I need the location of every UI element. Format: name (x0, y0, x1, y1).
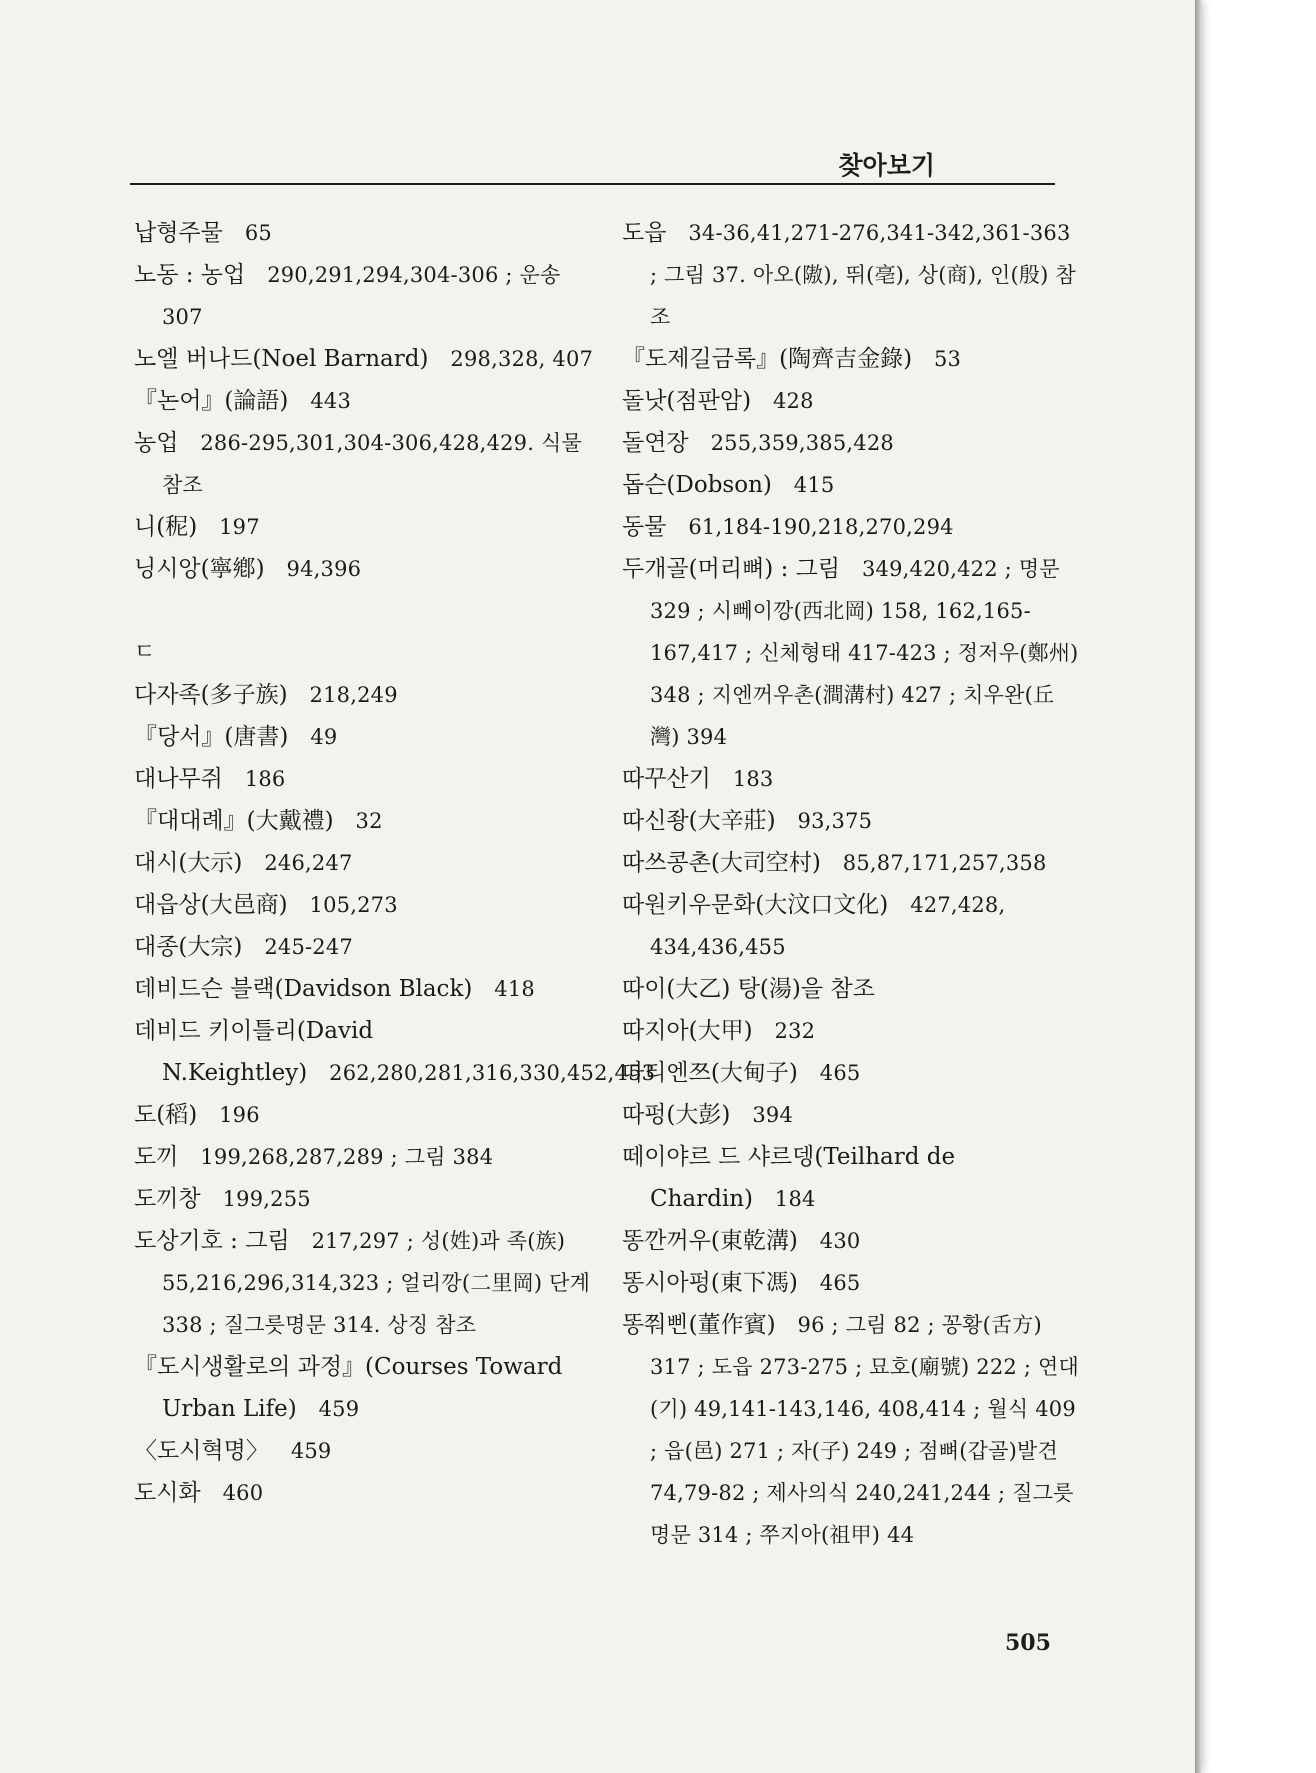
page-edge-shadow (1195, 0, 1201, 1773)
entry-term: 도시화 (134, 1480, 201, 1506)
entry-term: 『논어』(論語) (134, 388, 289, 414)
index-entry (134, 800, 594, 842)
entry-term: 노엘 버나드(Noel Barnard) (134, 346, 429, 372)
entry-term: 데비드슨 블랙(Davidson Black) (134, 976, 473, 1002)
entry-pages: 418 (494, 977, 535, 1001)
entry-pages: 217,297 ; 성(姓)과 족(族) 55,216,296,314,323 ; 얼리깡(二里岡) 단계 338 ; 질그릇명문 314. 상징 참조 (162, 1229, 591, 1337)
index-entry (622, 884, 1082, 968)
entry-term: 납형주물 (134, 220, 223, 246)
entry-term: 도끼 (134, 1144, 179, 1170)
entry-term: 돌낫(점판암) (622, 388, 752, 414)
index-entry (134, 1346, 594, 1430)
index-entry (622, 758, 1082, 800)
entry-pages: 298,328, 407 (450, 347, 594, 371)
index-entry (134, 1136, 594, 1178)
entry-term: 『도제길금록』(陶齊吉金錄) (622, 346, 913, 372)
index-column-right (622, 212, 1082, 1556)
index-entry (622, 800, 1082, 842)
entry-term: 데비드 키이틀리(David N.Keightley) (134, 1018, 374, 1086)
entry-term: 〈도시혁명〉 (134, 1438, 269, 1464)
entry-term: 닝시앙(寧鄕) (134, 556, 265, 582)
index-entry (134, 548, 594, 590)
index-entry (134, 1094, 594, 1136)
index-entry (134, 1220, 594, 1346)
index-entry (622, 1262, 1082, 1304)
entry-pages: 65 (244, 221, 272, 245)
index-entry (622, 548, 1082, 758)
entry-pages: 199,255 (222, 1187, 311, 1211)
index-entry (134, 674, 594, 716)
index-entry (134, 1472, 594, 1514)
index-entry (134, 758, 594, 800)
index-entry (134, 254, 594, 338)
entry-term: 떼이야르 드 샤르뎅(Teilhard de Chardin) (622, 1144, 956, 1212)
entry-term: 똥쭤삔(董作賓) (622, 1312, 776, 1338)
index-entry (622, 338, 1082, 380)
index-entry (134, 716, 594, 758)
entry-pages: 415 (793, 473, 835, 497)
entry-pages: 199,268,287,289 ; 그림 384 (200, 1145, 494, 1169)
entry-term: 돌연장 (622, 430, 689, 456)
entry-pages: 459 (290, 1439, 332, 1463)
index-entry (622, 212, 1082, 338)
entry-pages: 94,396 (286, 557, 362, 581)
entry-term: 『당서』(唐書) (134, 724, 289, 750)
entry-pages: 218,249 (309, 683, 398, 707)
index-entry (134, 506, 594, 548)
header-rule (130, 183, 1055, 185)
entry-term: 돕슨(Dobson) (622, 472, 772, 498)
index-entry (622, 842, 1082, 884)
entry-term: 농업 (134, 430, 179, 456)
entry-pages: 49 (310, 725, 338, 749)
entry-pages: 246,247 (264, 851, 353, 875)
index-entry (134, 1178, 594, 1220)
entry-pages: 53 (933, 347, 962, 371)
entry-term: 도끼창 (134, 1186, 201, 1212)
index-entry (134, 842, 594, 884)
index-entry (134, 212, 594, 254)
page-number: 505 (1005, 1630, 1051, 1656)
index-entry (622, 1010, 1082, 1052)
index-entry (622, 506, 1082, 548)
index-entry (134, 1430, 594, 1472)
entry-term: 도읍 (622, 220, 667, 246)
entry-term: 두개골(머리뼈) : 그림 (622, 556, 841, 582)
index-entry (622, 422, 1082, 464)
entry-pages: 465 (819, 1271, 861, 1295)
section-letter: ㄷ (134, 640, 156, 665)
entry-pages: 196 (219, 1103, 260, 1127)
index-entry (134, 1010, 656, 1094)
entry-pages: 186 (244, 767, 286, 791)
entry-term: 『대대례』(大戴禮) (134, 808, 334, 834)
index-entry (134, 968, 594, 1010)
entry-pages: 465 (819, 1061, 861, 1085)
index-entry (622, 464, 1082, 506)
entry-pages: 61,184-190,218,270,294 (688, 515, 954, 539)
entry-pages: 262,280,281,316,330,452,453 (329, 1061, 656, 1085)
entry-term: 따펑(大彭) (622, 1102, 731, 1128)
entry-pages: 34-36,41,271-276,341-342,361-363 ; 그림 37. 아오(隞), 뛰(亳), 상(商), 인(殷) 참조 (650, 221, 1076, 329)
entry-pages: 460 (222, 1481, 264, 1505)
entry-pages: 290,291,294,304-306 ; 운송 307 (162, 263, 561, 329)
entry-pages: 430 (819, 1229, 861, 1253)
index-entry (622, 1052, 1082, 1094)
entry-term: 도상기호 : 그림 (134, 1228, 290, 1254)
entry-term: 똥시아펑(東下馮) (622, 1270, 798, 1296)
entry-term: 따원키우문화(大汶口文化) (622, 892, 889, 918)
running-header: 찾아보기 (838, 151, 935, 180)
entry-term: 대종(大宗) (134, 934, 243, 960)
index-entry (134, 884, 594, 926)
entry-term: 다자족(多子族) (134, 682, 288, 708)
entry-term: 똥깐꺼우(東乾溝) (622, 1228, 798, 1254)
index-entry (622, 1220, 1082, 1262)
entry-pages: 183 (732, 767, 774, 791)
entry-pages: 255,359,385,428 (710, 431, 894, 455)
index-entry (622, 968, 1082, 1010)
entry-term: 따이(大乙) 탕(湯)을 참조 (622, 976, 875, 1002)
entry-pages: 427,428, 434,436,455 (650, 893, 1006, 959)
entry-pages: 443 (310, 389, 352, 413)
index-entry (134, 338, 594, 380)
entry-term: 따티엔쯔(大甸子) (622, 1060, 798, 1086)
entry-term: 노동 : 농업 (134, 262, 246, 288)
index-entry (622, 1136, 1082, 1220)
entry-pages: 349,420,422 ; 명문 329 ; 시뻬이깡(西北岡) 158, 162,165-167,417 ; 신체형태 417-423 ; 정저우(鄭州) 348 ; 지엔꺼우촌(澗溝村) 427 ; 치우완(丘灣) 394 (650, 557, 1079, 749)
entry-pages: 232 (774, 1019, 816, 1043)
entry-term: 『도시생활로의 과정』(Courses Toward Urban Life) (134, 1354, 563, 1422)
entry-term: 동물 (622, 514, 667, 540)
entry-pages: 394 (752, 1103, 794, 1127)
entry-term: 니(秜) (134, 514, 198, 540)
entry-pages: 184 (774, 1187, 816, 1211)
entry-term: 따지아(大甲) (622, 1018, 753, 1044)
index-entry (134, 380, 594, 422)
entry-term: 대나무쥐 (134, 766, 223, 792)
entry-pages: 286-295,301,304-306,428,429. 식물 참조 (162, 431, 582, 497)
entry-pages: 105,273 (309, 893, 398, 917)
entry-pages: 85,87,171,257,358 (842, 851, 1047, 875)
entry-term: 대읍상(大邑商) (134, 892, 288, 918)
entry-pages: 32 (355, 809, 383, 833)
entry-term: 도(稻) (134, 1102, 198, 1128)
entry-pages: 96 ; 그림 82 ; 꽁황(舌方) 317 ; 도읍 273-275 ; 묘호(廟號) 222 ; 연대(기) 49,141-143,146, 408,414 ; 월식 409 ; 읍(邑) 271 ; 자(子) 249 ; 점뼈(갑골)발견 74,79-82 ; 제사의식 240,241,244 ; 질그릇명문 314 ; 쭈지아(祖甲) 44 (650, 1313, 1079, 1547)
entry-pages: 93,375 (797, 809, 873, 833)
entry-term: 따꾸산기 (622, 766, 711, 792)
entry-term: 대시(大示) (134, 850, 243, 876)
entry-term: 따신좡(大辛莊) (622, 808, 776, 834)
index-entry (134, 926, 594, 968)
entry-term: 따쓰콩촌(大司空村) (622, 850, 821, 876)
index-entry (622, 380, 1082, 422)
entry-pages: 428 (772, 389, 814, 413)
index-entry (134, 422, 594, 506)
index-entry (622, 1304, 1082, 1556)
entry-pages: 459 (318, 1397, 360, 1421)
entry-pages: 245-247 (264, 935, 353, 959)
index-entry (622, 1094, 1082, 1136)
entry-pages: 197 (219, 515, 260, 539)
